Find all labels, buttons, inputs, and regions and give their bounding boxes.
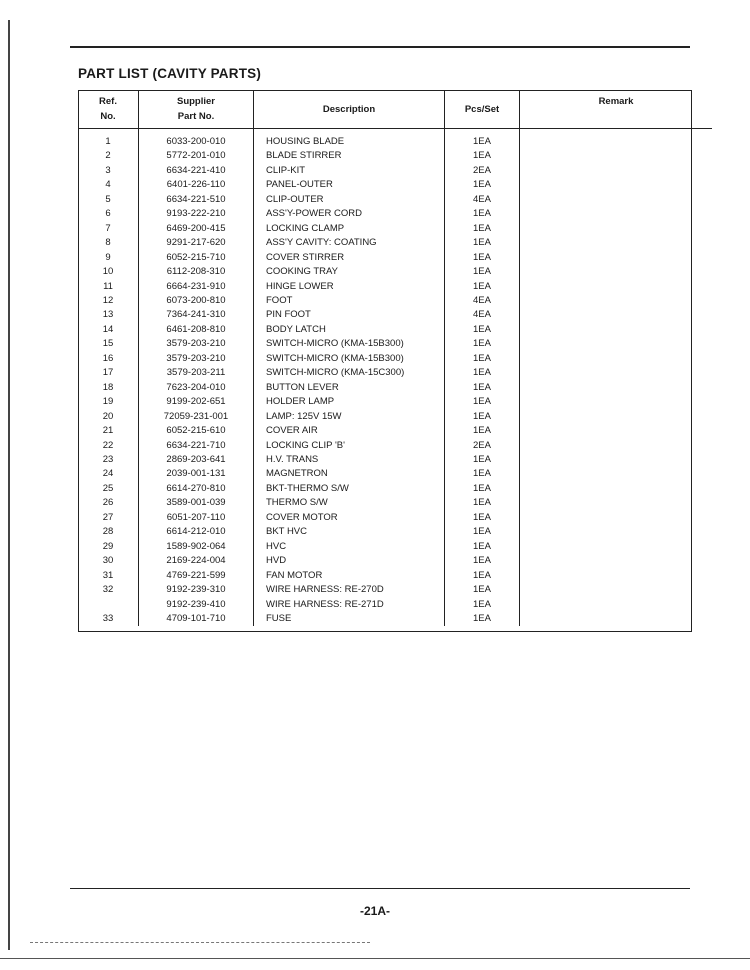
cell-pcs: 1EA <box>445 265 520 279</box>
cell-pcs: 1EA <box>445 598 520 612</box>
cell-remark <box>520 366 713 380</box>
table-row <box>78 381 712 395</box>
table-row <box>78 222 712 236</box>
cell-ref: 11 <box>78 280 139 294</box>
cell-part-no: 72059-231-001 <box>139 410 254 424</box>
table-body <box>78 129 712 627</box>
table-row <box>78 554 712 568</box>
cell-pcs: 1EA <box>445 525 520 539</box>
cell-description: HVD <box>254 554 445 568</box>
cell-pcs: 2EA <box>445 164 520 178</box>
cell-remark <box>520 265 713 279</box>
cell-remark <box>520 135 713 149</box>
cell-pcs: 1EA <box>445 222 520 236</box>
cell-ref: 13 <box>78 308 139 322</box>
cell-ref: 22 <box>78 439 139 453</box>
cell-pcs: 1EA <box>445 366 520 380</box>
table-row <box>78 612 712 626</box>
cell-pcs: 1EA <box>445 583 520 597</box>
cell-description: FUSE <box>254 612 445 626</box>
cell-remark <box>520 410 713 424</box>
cell-pcs: 1EA <box>445 554 520 568</box>
cell-ref: 2 <box>78 149 139 163</box>
table-row <box>78 164 712 178</box>
table-row <box>78 265 712 279</box>
cell-description: ASS'Y CAVITY: COATING <box>254 236 445 250</box>
col-remark-header: Remark <box>520 90 713 129</box>
top-rule <box>70 46 690 48</box>
cell-remark <box>520 222 713 236</box>
cell-description: LOCKING CLIP 'B' <box>254 439 445 453</box>
table-row <box>78 280 712 294</box>
cell-pcs: 1EA <box>445 467 520 481</box>
col-ref-header-line1: Ref. <box>99 96 117 107</box>
cell-pcs: 1EA <box>445 323 520 337</box>
table-row <box>78 511 712 525</box>
cell-ref: 31 <box>78 569 139 583</box>
table-row <box>78 207 712 221</box>
table-row <box>78 540 712 554</box>
cell-ref: 8 <box>78 236 139 250</box>
cell-pcs: 4EA <box>445 308 520 322</box>
table-row <box>78 598 712 612</box>
cell-part-no: 3589-001-039 <box>139 496 254 510</box>
cell-part-no: 9199-202-651 <box>139 395 254 409</box>
cell-part-no: 9192-239-310 <box>139 583 254 597</box>
table-row <box>78 308 712 322</box>
cell-part-no: 6634-221-510 <box>139 193 254 207</box>
cell-part-no: 4769-221-599 <box>139 569 254 583</box>
cell-ref: 12 <box>78 294 139 308</box>
col-part-header-line1: Supplier <box>176 96 215 107</box>
cell-ref: 19 <box>78 395 139 409</box>
cell-ref: 25 <box>78 482 139 496</box>
table-row <box>78 135 712 149</box>
cell-part-no: 4709-101-710 <box>139 612 254 626</box>
cell-description: BKT HVC <box>254 525 445 539</box>
cell-pcs: 1EA <box>445 395 520 409</box>
table-row <box>78 467 712 481</box>
cell-ref: 30 <box>78 554 139 568</box>
cell-description: H.V. TRANS <box>254 453 445 467</box>
cell-description: HOUSING BLADE <box>254 135 445 149</box>
cell-ref: 23 <box>78 453 139 467</box>
cell-remark <box>520 352 713 366</box>
cell-description: PANEL-OUTER <box>254 178 445 192</box>
cell-ref: 14 <box>78 323 139 337</box>
cell-ref: 16 <box>78 352 139 366</box>
cell-part-no: 1589-902-064 <box>139 540 254 554</box>
cell-ref: 9 <box>78 251 139 265</box>
cell-description: MAGNETRON <box>254 467 445 481</box>
cell-part-no: 2039-001-131 <box>139 467 254 481</box>
table-row <box>78 366 712 380</box>
cell-ref: 6 <box>78 207 139 221</box>
table-row <box>78 337 712 351</box>
cell-part-no: 6033-200-010 <box>139 135 254 149</box>
cell-pcs: 1EA <box>445 540 520 554</box>
cell-ref: 10 <box>78 265 139 279</box>
cell-description: LOCKING CLAMP <box>254 222 445 236</box>
cell-description: FAN MOTOR <box>254 569 445 583</box>
cell-ref: 17 <box>78 366 139 380</box>
cell-pcs: 1EA <box>445 251 520 265</box>
cell-description: SWITCH-MICRO (KMA-15C300) <box>254 366 445 380</box>
cell-description: COVER AIR <box>254 424 445 438</box>
cell-description: ASS'Y-POWER CORD <box>254 207 445 221</box>
cell-remark <box>520 453 713 467</box>
cell-pcs: 1EA <box>445 569 520 583</box>
cell-part-no: 6073-200-810 <box>139 294 254 308</box>
cell-part-no: 3579-203-211 <box>139 366 254 380</box>
cell-part-no: 2869-203-641 <box>139 453 254 467</box>
cell-part-no: 6461-208-810 <box>139 323 254 337</box>
cell-description: COOKING TRAY <box>254 265 445 279</box>
cell-pcs: 4EA <box>445 294 520 308</box>
cell-remark <box>520 598 713 612</box>
cell-pcs: 2EA <box>445 439 520 453</box>
cell-ref: 3 <box>78 164 139 178</box>
cell-remark <box>520 149 713 163</box>
cell-part-no: 9291-217-620 <box>139 236 254 250</box>
cell-ref: 33 <box>78 612 139 626</box>
cell-description: LAMP: 125V 15W <box>254 410 445 424</box>
cell-remark <box>520 164 713 178</box>
table-row <box>78 178 712 192</box>
cell-remark <box>520 381 713 395</box>
cell-description: BLADE STIRRER <box>254 149 445 163</box>
cell-remark <box>520 439 713 453</box>
cell-remark <box>520 569 713 583</box>
cell-ref: 20 <box>78 410 139 424</box>
cell-remark <box>520 280 713 294</box>
cell-pcs: 1EA <box>445 135 520 149</box>
cell-description: BODY LATCH <box>254 323 445 337</box>
cell-remark <box>520 612 713 626</box>
cell-pcs: 1EA <box>445 410 520 424</box>
table-row <box>78 236 712 250</box>
cell-remark <box>520 337 713 351</box>
scan-left-edge <box>8 20 10 950</box>
cell-part-no: 6614-212-010 <box>139 525 254 539</box>
cell-part-no: 6634-221-410 <box>139 164 254 178</box>
cell-remark <box>520 496 713 510</box>
cell-pcs: 1EA <box>445 424 520 438</box>
cell-pcs: 1EA <box>445 236 520 250</box>
cell-description: HVC <box>254 540 445 554</box>
col-part-header <box>139 90 254 129</box>
cell-description: WIRE HARNESS: RE-270D <box>254 583 445 597</box>
col-description-header: Description <box>254 90 445 129</box>
cell-part-no: 5772-201-010 <box>139 149 254 163</box>
col-pcs-header: Pcs/Set <box>445 90 520 129</box>
cell-ref <box>78 598 139 612</box>
col-ref-header <box>78 90 139 129</box>
cell-remark <box>520 236 713 250</box>
cell-description: COVER STIRRER <box>254 251 445 265</box>
cell-part-no: 6052-215-610 <box>139 424 254 438</box>
cell-remark <box>520 178 713 192</box>
col-part-header-line2: Part No. <box>177 111 215 122</box>
parts-table <box>78 90 712 626</box>
table-row <box>78 496 712 510</box>
bottom-rule <box>70 888 690 889</box>
cell-description: WIRE HARNESS: RE-271D <box>254 598 445 612</box>
table-header-row <box>78 90 712 129</box>
cell-part-no: 7364-241-310 <box>139 308 254 322</box>
cell-description: CLIP-KIT <box>254 164 445 178</box>
cell-ref: 32 <box>78 583 139 597</box>
cell-description: SWITCH-MICRO (KMA-15B300) <box>254 337 445 351</box>
table-row <box>78 453 712 467</box>
cell-remark <box>520 525 713 539</box>
cell-description: BKT-THERMO S/W <box>254 482 445 496</box>
table-row <box>78 395 712 409</box>
cell-ref: 5 <box>78 193 139 207</box>
cell-ref: 24 <box>78 467 139 481</box>
table-row <box>78 294 712 308</box>
cell-description: PIN FOOT <box>254 308 445 322</box>
cell-pcs: 1EA <box>445 207 520 221</box>
page-title: PART LIST (CAVITY PARTS) <box>78 66 262 81</box>
cell-description: COVER MOTOR <box>254 511 445 525</box>
cell-pcs: 1EA <box>445 178 520 192</box>
cell-remark <box>520 583 713 597</box>
cell-remark <box>520 308 713 322</box>
cell-remark <box>520 482 713 496</box>
cell-pcs: 1EA <box>445 352 520 366</box>
cell-pcs: 1EA <box>445 453 520 467</box>
cell-part-no: 3579-203-210 <box>139 337 254 351</box>
cell-pcs: 4EA <box>445 193 520 207</box>
cell-pcs: 1EA <box>445 482 520 496</box>
col-ref-header-line2: No. <box>100 111 116 122</box>
cell-remark <box>520 395 713 409</box>
table-row <box>78 482 712 496</box>
cell-remark <box>520 554 713 568</box>
cell-remark <box>520 193 713 207</box>
page-number: -21A- <box>359 904 390 918</box>
table-row <box>78 410 712 424</box>
cell-pcs: 1EA <box>445 280 520 294</box>
cell-ref: 21 <box>78 424 139 438</box>
cell-remark <box>520 294 713 308</box>
cell-pcs: 1EA <box>445 511 520 525</box>
table-row <box>78 193 712 207</box>
cell-part-no: 7623-204-010 <box>139 381 254 395</box>
table-row <box>78 149 712 163</box>
cell-description: BUTTON LEVER <box>254 381 445 395</box>
cell-ref: 28 <box>78 525 139 539</box>
cell-ref: 4 <box>78 178 139 192</box>
table-row <box>78 323 712 337</box>
cell-ref: 26 <box>78 496 139 510</box>
cell-ref: 1 <box>78 135 139 149</box>
cell-remark <box>520 251 713 265</box>
cell-ref: 15 <box>78 337 139 351</box>
cell-description: FOOT <box>254 294 445 308</box>
cell-part-no: 6112-208-310 <box>139 265 254 279</box>
cell-part-no: 2169-224-004 <box>139 554 254 568</box>
table-row <box>78 352 712 366</box>
table-row <box>78 251 712 265</box>
cell-ref: 7 <box>78 222 139 236</box>
table-row <box>78 525 712 539</box>
table-row <box>78 424 712 438</box>
cell-pcs: 1EA <box>445 337 520 351</box>
cell-part-no: 6614-270-810 <box>139 482 254 496</box>
cell-remark <box>520 511 713 525</box>
scan-dashed-line <box>30 942 370 943</box>
table-row <box>78 569 712 583</box>
cell-remark <box>520 424 713 438</box>
scan-bottom-line <box>0 958 750 959</box>
cell-description: HINGE LOWER <box>254 280 445 294</box>
cell-part-no: 6052-215-710 <box>139 251 254 265</box>
cell-remark <box>520 540 713 554</box>
cell-description: HOLDER LAMP <box>254 395 445 409</box>
cell-remark <box>520 323 713 337</box>
cell-part-no: 9192-239-410 <box>139 598 254 612</box>
cell-pcs: 1EA <box>445 381 520 395</box>
cell-remark <box>520 207 713 221</box>
table-row <box>78 439 712 453</box>
cell-part-no: 6401-226-110 <box>139 178 254 192</box>
cell-part-no: 9193-222-210 <box>139 207 254 221</box>
cell-pcs: 1EA <box>445 149 520 163</box>
cell-ref: 27 <box>78 511 139 525</box>
cell-remark <box>520 467 713 481</box>
cell-part-no: 6469-200-415 <box>139 222 254 236</box>
cell-part-no: 6051-207-110 <box>139 511 254 525</box>
cell-description: CLIP-OUTER <box>254 193 445 207</box>
cell-part-no: 3579-203-210 <box>139 352 254 366</box>
cell-ref: 18 <box>78 381 139 395</box>
cell-ref: 29 <box>78 540 139 554</box>
cell-part-no: 6664-231-910 <box>139 280 254 294</box>
cell-pcs: 1EA <box>445 612 520 626</box>
cell-description: SWITCH-MICRO (KMA-15B300) <box>254 352 445 366</box>
table-row <box>78 583 712 597</box>
cell-description: THERMO S/W <box>254 496 445 510</box>
cell-pcs: 1EA <box>445 496 520 510</box>
cell-part-no: 6634-221-710 <box>139 439 254 453</box>
